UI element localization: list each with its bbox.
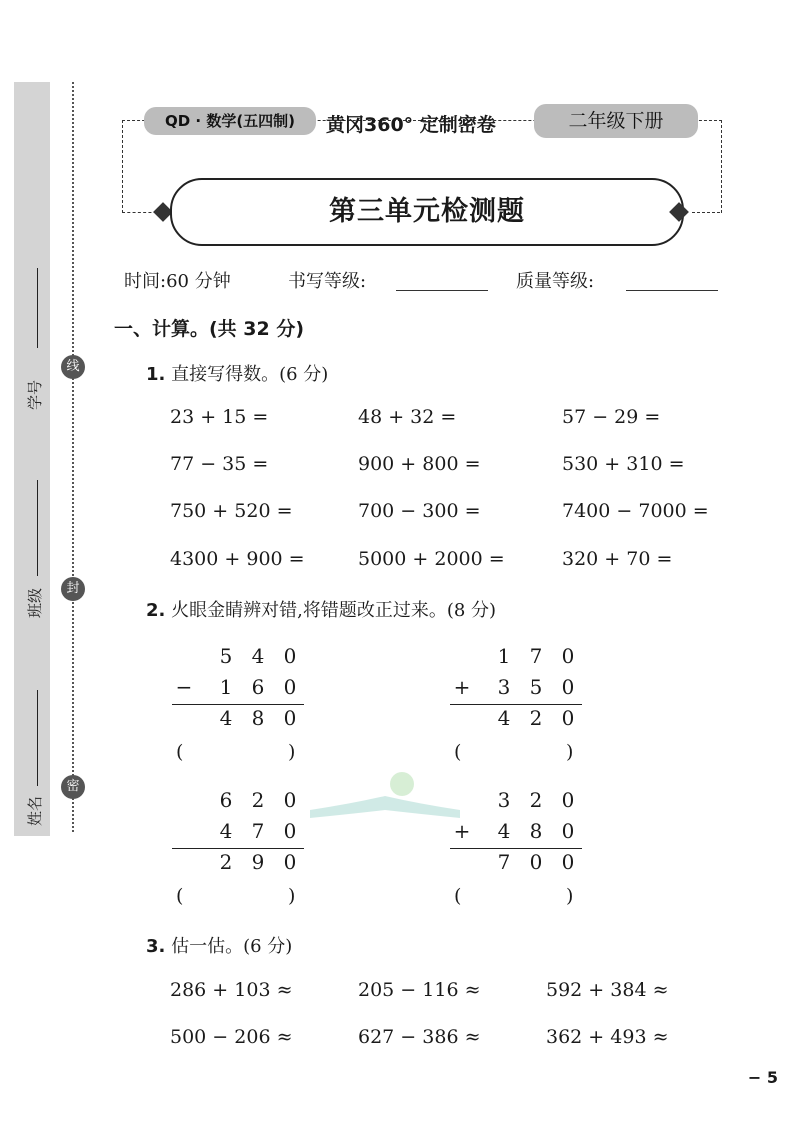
- vertical-top-row: [450, 788, 582, 819]
- digit: 4: [219, 706, 233, 730]
- digit: 6: [251, 675, 265, 699]
- judgement-parentheses[interactable]: [172, 741, 304, 772]
- vertical-bottom-row: [450, 819, 582, 850]
- q1-expression: 77 − 35 =: [170, 453, 269, 475]
- seal-seal-mark: 封: [61, 577, 85, 601]
- q1-expression: 900 + 800 =: [358, 453, 481, 475]
- q3-answer-space[interactable]: [666, 1026, 706, 1050]
- paren-open: (: [454, 885, 462, 907]
- digit: 0: [561, 675, 575, 699]
- question-3-text: 估一估。(6 分): [171, 936, 293, 957]
- q1-answer-space[interactable]: [682, 500, 722, 524]
- digit: 8: [251, 706, 265, 730]
- q1-answer-space[interactable]: [290, 548, 330, 572]
- q1-expression: 530 + 310 =: [562, 453, 685, 475]
- digit: 1: [219, 675, 233, 699]
- q1-expression: 23 + 15 =: [170, 406, 269, 428]
- judgement-parentheses[interactable]: [172, 885, 304, 916]
- vertical-bottom-row: [172, 675, 304, 706]
- operator-sign: −: [175, 675, 193, 699]
- q1-answer-space[interactable]: [478, 500, 518, 524]
- vertical-result-row: [172, 850, 304, 881]
- q1-expression: 4300 + 900 =: [170, 548, 305, 570]
- sum-line: [172, 848, 304, 849]
- vertical-result-row: [172, 706, 304, 737]
- q3-answer-space[interactable]: [666, 979, 706, 1003]
- q3-expression: 362 + 493 ≈: [546, 1026, 669, 1048]
- digit: 0: [283, 819, 297, 843]
- digit: 4: [497, 706, 511, 730]
- digit: 0: [283, 850, 297, 874]
- q1-expression: 57 − 29 =: [562, 406, 661, 428]
- q1-answer-space[interactable]: [478, 406, 518, 430]
- vertical-result-row: [450, 706, 582, 737]
- page-title: 第三单元检测题: [170, 178, 684, 246]
- q1-answer-space[interactable]: [682, 406, 722, 430]
- digit: 2: [529, 706, 543, 730]
- q1-answer-space[interactable]: [290, 500, 330, 524]
- q3-answer-space[interactable]: [478, 979, 518, 1003]
- digit: 7: [251, 819, 265, 843]
- time-label: 时间:60 分钟: [124, 271, 231, 292]
- digit: 0: [283, 788, 297, 812]
- vertical-problem: [172, 788, 304, 916]
- q3-answer-space[interactable]: [478, 1026, 518, 1050]
- paren-open: (: [176, 885, 184, 907]
- page-number: − 5: [747, 1068, 778, 1087]
- question-2-title: [146, 596, 496, 622]
- question-1-text: 直接写得数。(6 分): [171, 364, 329, 385]
- q3-expression: 500 − 206 ≈: [170, 1026, 293, 1048]
- q1-answer-space[interactable]: [478, 548, 518, 572]
- paren-close: ): [288, 741, 296, 763]
- q1-expression: 7400 − 7000 =: [562, 500, 709, 522]
- digit: 5: [529, 675, 543, 699]
- digit: 3: [497, 788, 511, 812]
- vertical-result-row: [450, 850, 582, 881]
- writing-grade-label: 书写等级:: [288, 271, 367, 292]
- digit: 7: [529, 644, 543, 668]
- digit: 9: [251, 850, 265, 874]
- digit: 0: [283, 675, 297, 699]
- digit: 4: [219, 819, 233, 843]
- q1-expression: 5000 + 2000 =: [358, 548, 505, 570]
- q1-expression: 750 + 520 =: [170, 500, 293, 522]
- section-title: 一、计算。(共 32 分): [114, 318, 305, 340]
- digit: 2: [251, 788, 265, 812]
- writing-grade-blank[interactable]: [396, 290, 488, 291]
- question-1-number: 1.: [146, 364, 166, 385]
- digit: 0: [561, 819, 575, 843]
- vertical-bottom-row: [450, 675, 582, 706]
- digit: 1: [497, 644, 511, 668]
- question-2-number: 2.: [146, 600, 166, 621]
- question-3-title: [146, 932, 292, 958]
- vertical-problem: [450, 788, 582, 916]
- vertical-problem: [450, 644, 582, 772]
- paren-close: ): [566, 741, 574, 763]
- question-1-title: [146, 360, 328, 386]
- q3-expression: 205 − 116 ≈: [358, 979, 481, 1001]
- watermark-logo: [310, 770, 460, 830]
- seal-secret-mark: 密: [61, 775, 85, 799]
- digit: 0: [561, 788, 575, 812]
- q1-answer-space[interactable]: [290, 453, 330, 477]
- digit: 6: [219, 788, 233, 812]
- header-frame-right: [692, 212, 720, 213]
- series-label: QD · 数学(五四制): [144, 107, 316, 135]
- sum-line: [450, 848, 582, 849]
- judgement-parentheses[interactable]: [450, 741, 582, 772]
- paren-close: ): [288, 885, 296, 907]
- seal-line-mark: 线: [61, 355, 85, 379]
- sum-line: [450, 704, 582, 705]
- quality-grade-label: 质量等级:: [516, 271, 595, 292]
- question-2-text: 火眼金睛辨对错,将错题改正过来。(8 分): [171, 600, 497, 621]
- brand-label: 黄冈360° 定制密卷: [326, 114, 496, 136]
- paren-open: (: [176, 741, 184, 763]
- operator-sign: +: [453, 675, 471, 699]
- sum-line: [172, 704, 304, 705]
- digit: 2: [529, 788, 543, 812]
- quality-grade-blank[interactable]: [626, 290, 718, 291]
- class-blank: [37, 480, 38, 576]
- digit: 7: [497, 850, 511, 874]
- vertical-top-row: [172, 788, 304, 819]
- operator-sign: +: [453, 819, 471, 843]
- cut-line: [72, 82, 74, 832]
- q1-answer-space[interactable]: [478, 453, 518, 477]
- digit: 2: [219, 850, 233, 874]
- name-blank: [37, 690, 38, 786]
- q1-answer-space[interactable]: [290, 406, 330, 430]
- digit: 3: [497, 675, 511, 699]
- digit: 0: [561, 850, 575, 874]
- digit: 5: [219, 644, 233, 668]
- vertical-problem: [172, 644, 304, 772]
- student-id-blank: [37, 268, 38, 348]
- q1-expression: 48 + 32 =: [358, 406, 457, 428]
- digit: 0: [529, 850, 543, 874]
- q1-expression: 700 − 300 =: [358, 500, 481, 522]
- digit: 0: [561, 644, 575, 668]
- digit: 4: [251, 644, 265, 668]
- paren-open: (: [454, 741, 462, 763]
- digit: 0: [283, 644, 297, 668]
- q3-expression: 592 + 384 ≈: [546, 979, 669, 1001]
- q3-expression: 627 − 386 ≈: [358, 1026, 481, 1048]
- q1-expression: 320 + 70 =: [562, 548, 673, 570]
- digit: 0: [283, 706, 297, 730]
- digit: 4: [497, 819, 511, 843]
- paren-close: ): [566, 885, 574, 907]
- binding-strip: [14, 82, 50, 836]
- vertical-top-row: [172, 644, 304, 675]
- q3-answer-space[interactable]: [290, 1026, 330, 1050]
- digit: 8: [529, 819, 543, 843]
- q1-answer-space[interactable]: [682, 453, 722, 477]
- q3-expression: 286 + 103 ≈: [170, 979, 293, 1001]
- q1-answer-space[interactable]: [682, 548, 722, 572]
- question-3-number: 3.: [146, 936, 166, 957]
- vertical-top-row: [450, 644, 582, 675]
- digit: 0: [561, 706, 575, 730]
- q3-answer-space[interactable]: [290, 979, 330, 1003]
- judgement-parentheses[interactable]: [450, 885, 582, 916]
- name-label: 姓名: [26, 795, 44, 826]
- student-id-label: 学号: [26, 379, 44, 410]
- class-label: 班级: [26, 587, 44, 618]
- grade-label: 二年级下册: [534, 104, 698, 138]
- vertical-bottom-row: [172, 819, 304, 850]
